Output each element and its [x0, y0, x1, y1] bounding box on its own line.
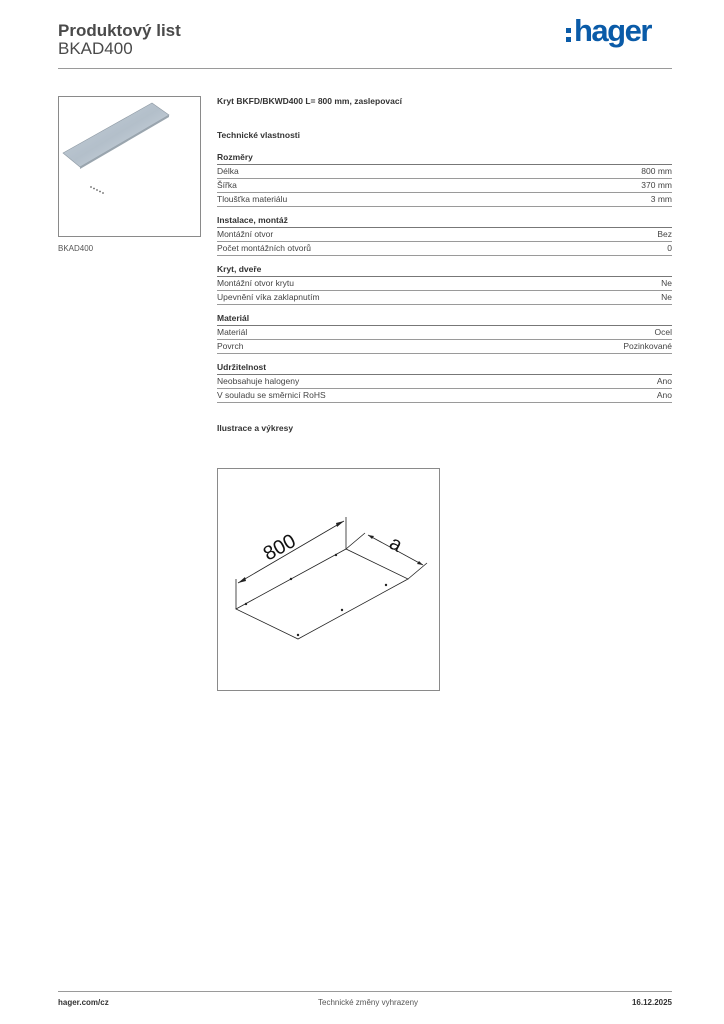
- footer-divider: [58, 991, 672, 992]
- logo-text: hager: [574, 13, 651, 48]
- row-label: Délka: [217, 166, 239, 176]
- logo-dots-icon: [566, 23, 572, 43]
- table-row: [217, 389, 672, 403]
- row-label: Montážní otvor krytu: [217, 278, 295, 288]
- row-value: Bez: [657, 229, 672, 239]
- group-dimensions: [217, 152, 672, 207]
- row-label: Materiál: [217, 327, 248, 337]
- technical-properties-title: Technické vlastnosti: [217, 130, 300, 140]
- width-dimension-label: a: [385, 531, 406, 557]
- group-material: [217, 313, 672, 354]
- footer-notice: Technické změny vyhrazeny: [318, 998, 419, 1007]
- table-row: [217, 228, 672, 242]
- cover-plate-image: [59, 97, 200, 236]
- product-thumbnail: [58, 96, 201, 237]
- header-divider: [58, 68, 672, 69]
- row-value: 800 mm: [641, 166, 672, 176]
- footer-website: hager.com/cz: [58, 998, 109, 1007]
- length-dimension-label: 800: [259, 529, 300, 566]
- group-title: Udržitelnost: [217, 362, 672, 375]
- row-value: Ano: [656, 390, 672, 400]
- row-label: Upevnění víka zaklapnutím: [217, 292, 320, 302]
- table-row: [217, 242, 672, 256]
- row-value: Pozinkované: [623, 341, 672, 351]
- row-label: Montážní otvor: [217, 229, 274, 239]
- row-label: Tloušťka materiálu: [217, 194, 288, 204]
- group-title: Kryt, dveře: [217, 264, 672, 277]
- row-value: 3 mm: [650, 194, 672, 204]
- group-sustainability: [217, 362, 672, 403]
- product-code: BKAD400: [58, 39, 133, 58]
- hager-logo: [566, 13, 651, 49]
- row-value: 370 mm: [641, 180, 672, 190]
- table-row: [217, 165, 672, 179]
- row-label: Počet montážních otvorů: [217, 243, 312, 253]
- table-row: [217, 291, 672, 305]
- row-label: Šířka: [217, 180, 237, 190]
- page-title: Produktový list: [58, 21, 181, 40]
- footer-date: 16.12.2025: [631, 998, 672, 1007]
- table-row: [217, 340, 672, 354]
- product-details: [217, 96, 672, 433]
- group-title: Rozměry: [217, 152, 672, 165]
- row-value: 0: [667, 243, 672, 253]
- table-row: [217, 375, 672, 389]
- plate-dimension-drawing: [218, 469, 439, 690]
- technical-drawing: [217, 468, 440, 691]
- row-value: Ne: [661, 278, 672, 288]
- product-name: Kryt BKFD/BKWD400 L= 800 mm, zaslepovací: [217, 96, 402, 106]
- table-row: [217, 179, 672, 193]
- row-label: Neobsahuje halogeny: [217, 376, 300, 386]
- row-value: Ne: [661, 292, 672, 302]
- row-label: Povrch: [217, 341, 244, 351]
- row-value: Ano: [656, 376, 672, 386]
- group-installation: [217, 215, 672, 256]
- table-row: [217, 326, 672, 340]
- thumbnail-caption: BKAD400: [58, 244, 94, 253]
- table-row: [217, 193, 672, 207]
- row-label: V souladu se směrnicí RoHS: [217, 390, 326, 400]
- row-value: Ocel: [654, 327, 672, 337]
- group-title: Materiál: [217, 313, 672, 326]
- table-row: [217, 277, 672, 291]
- group-title: Instalace, montáž: [217, 215, 672, 228]
- illustrations-title: Ilustrace a výkresy: [217, 423, 294, 433]
- group-cover-door: [217, 264, 672, 305]
